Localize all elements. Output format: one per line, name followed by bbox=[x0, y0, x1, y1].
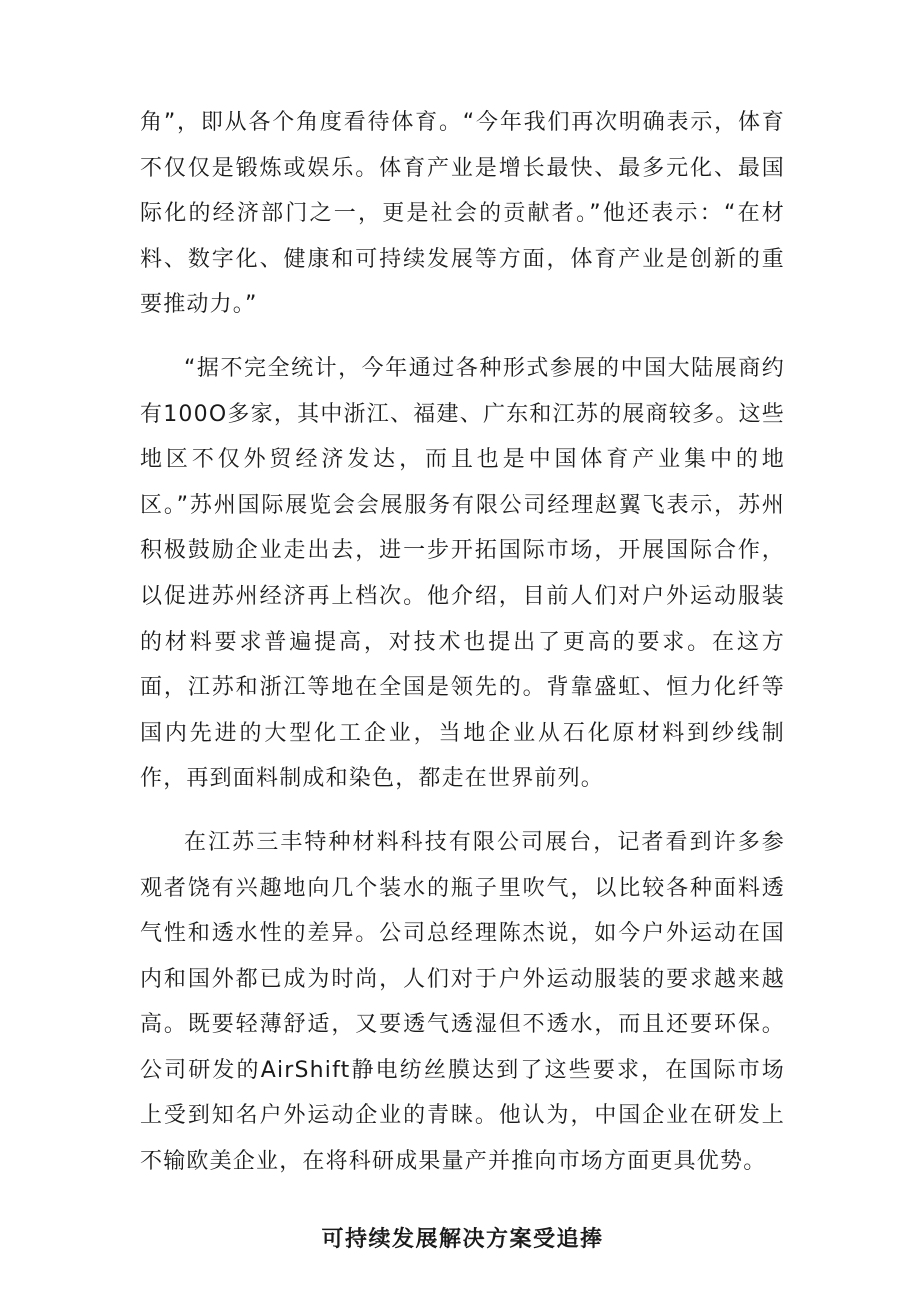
section-heading: 可持续发展解决方案受追捧 bbox=[321, 1226, 604, 1252]
article-body bbox=[140, 100, 785, 1262]
paragraph-1: 角”，即从各个角度看待体育。“今年我们再次明确表示，体育不仅仅是锻炼或娱乐。体育产业是增长最快、最多元化、最国际化的经济部门之一，更是社会的贡献者。”他还表示：“在材料、数字化、健康和可持续发展等方面，体育产业是创新的重要推动力。” bbox=[140, 110, 785, 318]
paragraph-3: 在江苏三丰特种材料科技有限公司展台，记者看到许多参观者饶有兴趣地向几个装水的瓶子里吹气，以比较各种面料透气性和透水性的差异。公司总经理陈杰说，如今户外运动在国内和国外都已成为时尚，人们对于户外运动服装的要求越来越高。既要轻薄舒适，又要透气透湿但不透水，而且还要环保。公司研发的AirShift静电纺丝膜达到了这些要求，在国际市场上受到知名户外运动企业的青睐。他认为，中国企业在研发上不输欧美企业，在将科研成果量产并推向市场方面更具优势。 bbox=[140, 829, 785, 1175]
paragraph-2: “据不完全统计，今年通过各种形式参展的中国大陆展商约有100O多家，其中浙江、福建、广东和江苏的展商较多。这些地区不仅外贸经济发达，而且也是中国体育产业集中的地区。”苏州国际展览会会展服务有限公司经理赵翼飞表示，苏州积极鼓励企业走出去，进一步开拓国际市场，开展国际合作，以促进苏州经济再上档次。他介绍，目前人们对户外运动服装的材料要求普遍提高，对技术也提出了更高的要求。在这方面，江苏和浙江等地在全国是领先的。背靠盛虹、恒力化纤等国内先进的大型化工企业，当地企业从石化原材料到纱线制作，再到面料制成和染色，都走在世界前列。 bbox=[140, 355, 785, 792]
